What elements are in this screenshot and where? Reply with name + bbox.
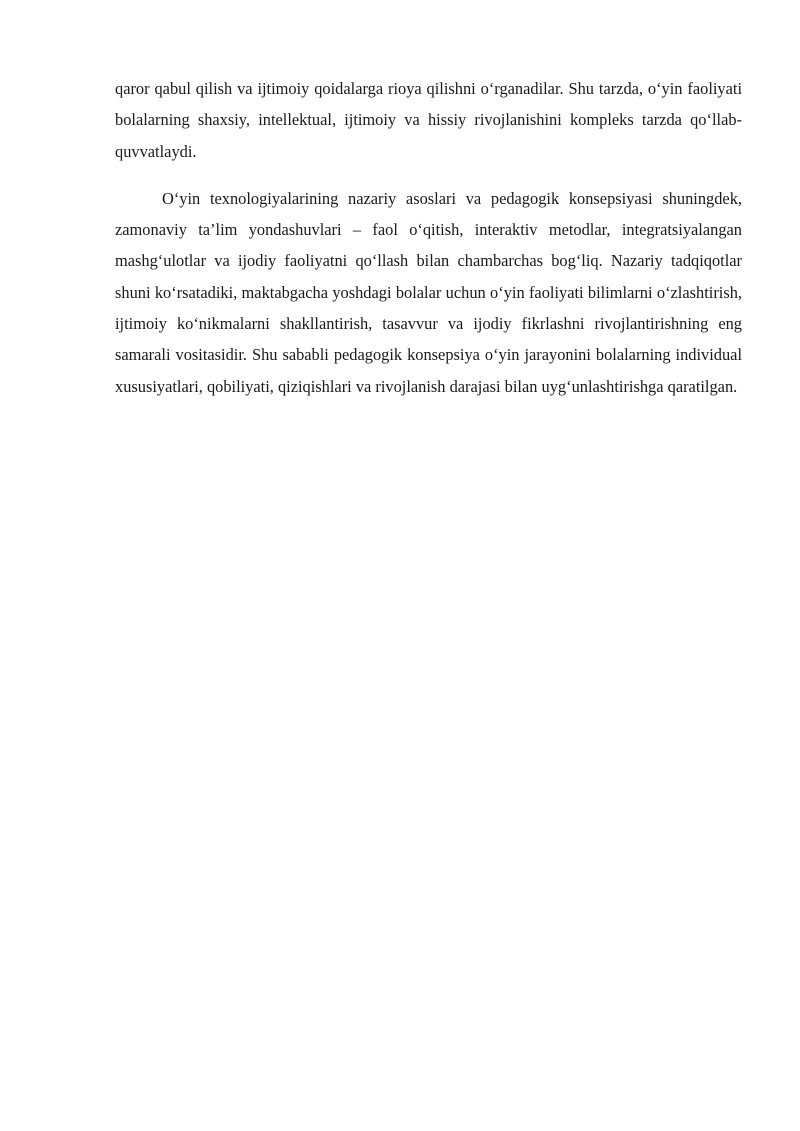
paragraph-game-technologies: O‘yin texnologiyalarining nazariy asoslari va pedagogik konsepsiyasi shuningdek, zamonaviy ta’lim yondashuvlari – faol o‘qitish, interaktiv metodlar, integratsiyalangan mashg‘ulotlar va ijodiy faoliyatni qo‘llash bilan chambarchas bog‘liq. Nazariy tadqiqotlar shuni ko‘rsatadiki, maktabgacha yoshdagi bolalar uchun o‘yin faoliyati bilimlarni o‘zlashtirish, ijtimoiy ko‘nikmalarni shakllantirish, tasavvur va ijodiy fikrlashni rivojlantirishning eng samarali vositasidir. Shu sababli pedagogik konsepsiya o‘yin jarayonini bolalarning individual xususiyatlari, qobiliyati, qiziqishlari va rivojlanish darajasi bilan uyg‘unlashtirishga qaratilgan.	[115, 188, 742, 396]
paragraph-continuation: qaror qabul qilish va ijtimoiy qoidalarga rioya qilishni o‘rganadilar. Shu tarzda, o‘yin faoliyati bolalarning shaxsiy, intellektual, ijtimoiy va hissiy rivojlanishini kompleks tarzda qo‘llab-quvvatlaydi.	[115, 79, 742, 161]
document-body	[115, 73, 742, 402]
